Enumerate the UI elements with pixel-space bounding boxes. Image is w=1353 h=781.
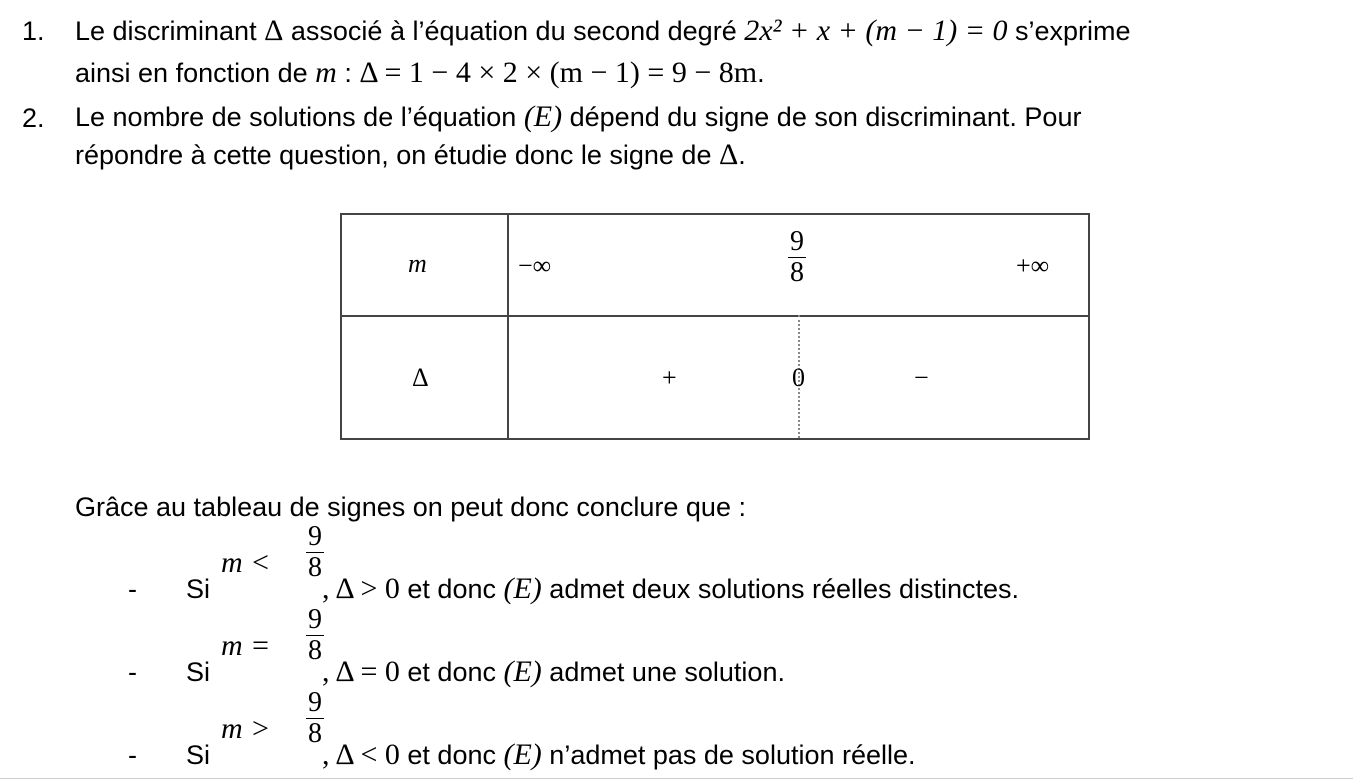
root-fraction bbox=[788, 227, 806, 288]
math: m < bbox=[221, 546, 271, 579]
numerator: 9 bbox=[308, 687, 322, 718]
text: admet deux solutions réelles distinctes. bbox=[541, 574, 1020, 604]
conclusion-text: Grâce au tableau de signes on peut donc conclure que : bbox=[75, 492, 746, 522]
math-delta: Δ bbox=[718, 138, 739, 171]
item-number: 2. bbox=[22, 103, 45, 133]
math-E: (E) bbox=[503, 655, 542, 688]
math: , Δ > 0 bbox=[322, 572, 400, 605]
text: s’exprime bbox=[1007, 16, 1131, 46]
math-delta: Δ bbox=[264, 14, 284, 47]
math: m = bbox=[221, 629, 271, 662]
item-2-line-2 bbox=[75, 138, 746, 172]
minus-infinity: −∞ bbox=[518, 251, 552, 280]
numerator: 9 bbox=[308, 604, 322, 635]
page-edge bbox=[0, 778, 1353, 779]
row-label-m: m bbox=[408, 249, 427, 278]
item-1-line-2 bbox=[75, 56, 765, 90]
text: dépend du signe de son discriminant. Pour bbox=[562, 102, 1082, 132]
math: , Δ < 0 bbox=[322, 738, 400, 771]
denominator: 8 bbox=[308, 718, 322, 749]
text: Si bbox=[186, 574, 211, 604]
text: : bbox=[336, 58, 360, 88]
math-E: (E) bbox=[503, 572, 542, 605]
denominator: 8 bbox=[790, 257, 804, 288]
text: Le nombre de solutions de l’équation bbox=[75, 102, 524, 132]
text: et donc bbox=[399, 657, 504, 687]
row-label-delta: Δ bbox=[412, 363, 429, 392]
sign-plus: + bbox=[662, 363, 677, 392]
item-1-line-1 bbox=[75, 14, 1131, 48]
text: et donc bbox=[399, 574, 504, 604]
item-number: 1. bbox=[22, 16, 45, 46]
math: , Δ = 0 bbox=[322, 655, 400, 688]
case-2-text bbox=[322, 655, 785, 689]
numerator: 9 bbox=[308, 521, 322, 552]
plus-infinity: +∞ bbox=[1016, 251, 1050, 280]
divider bbox=[507, 215, 509, 438]
text: . bbox=[738, 140, 746, 170]
numerator: 9 bbox=[790, 226, 804, 257]
text: répondre à cette question, on étudie donc le signe de bbox=[75, 140, 719, 170]
bullet: - bbox=[128, 657, 137, 687]
text: Si bbox=[186, 657, 211, 687]
item-2-line-1 bbox=[75, 100, 1081, 134]
zero: 0 bbox=[792, 363, 805, 392]
text: ainsi en fonction de bbox=[75, 58, 316, 88]
math-E: (E) bbox=[523, 100, 563, 133]
bullet: - bbox=[128, 574, 137, 604]
case-1-text bbox=[322, 572, 1019, 606]
denominator: 8 bbox=[308, 635, 322, 666]
bullet: - bbox=[128, 740, 137, 770]
text: associé à l’équation du second degré bbox=[283, 16, 745, 46]
case-3-text bbox=[322, 738, 916, 772]
denominator: 8 bbox=[308, 552, 322, 583]
math-formula: Δ = 1 − 4 × 2 × (m − 1) = 9 − 8m bbox=[359, 56, 758, 89]
sign-minus: − bbox=[914, 363, 929, 392]
text: Si bbox=[186, 740, 211, 770]
math-E: (E) bbox=[503, 738, 542, 771]
text: . bbox=[757, 58, 765, 88]
math-m: m bbox=[315, 56, 337, 89]
math: m > bbox=[221, 712, 271, 745]
text: admet une solution. bbox=[541, 657, 785, 687]
sign-table bbox=[340, 213, 1090, 440]
text: n’admet pas de solution réelle. bbox=[541, 740, 916, 770]
divider bbox=[342, 315, 1088, 317]
text: et donc bbox=[399, 740, 504, 770]
text: Le discriminant bbox=[75, 16, 265, 46]
math-equation: 2x² + x + (m − 1) = 0 bbox=[744, 14, 1008, 47]
